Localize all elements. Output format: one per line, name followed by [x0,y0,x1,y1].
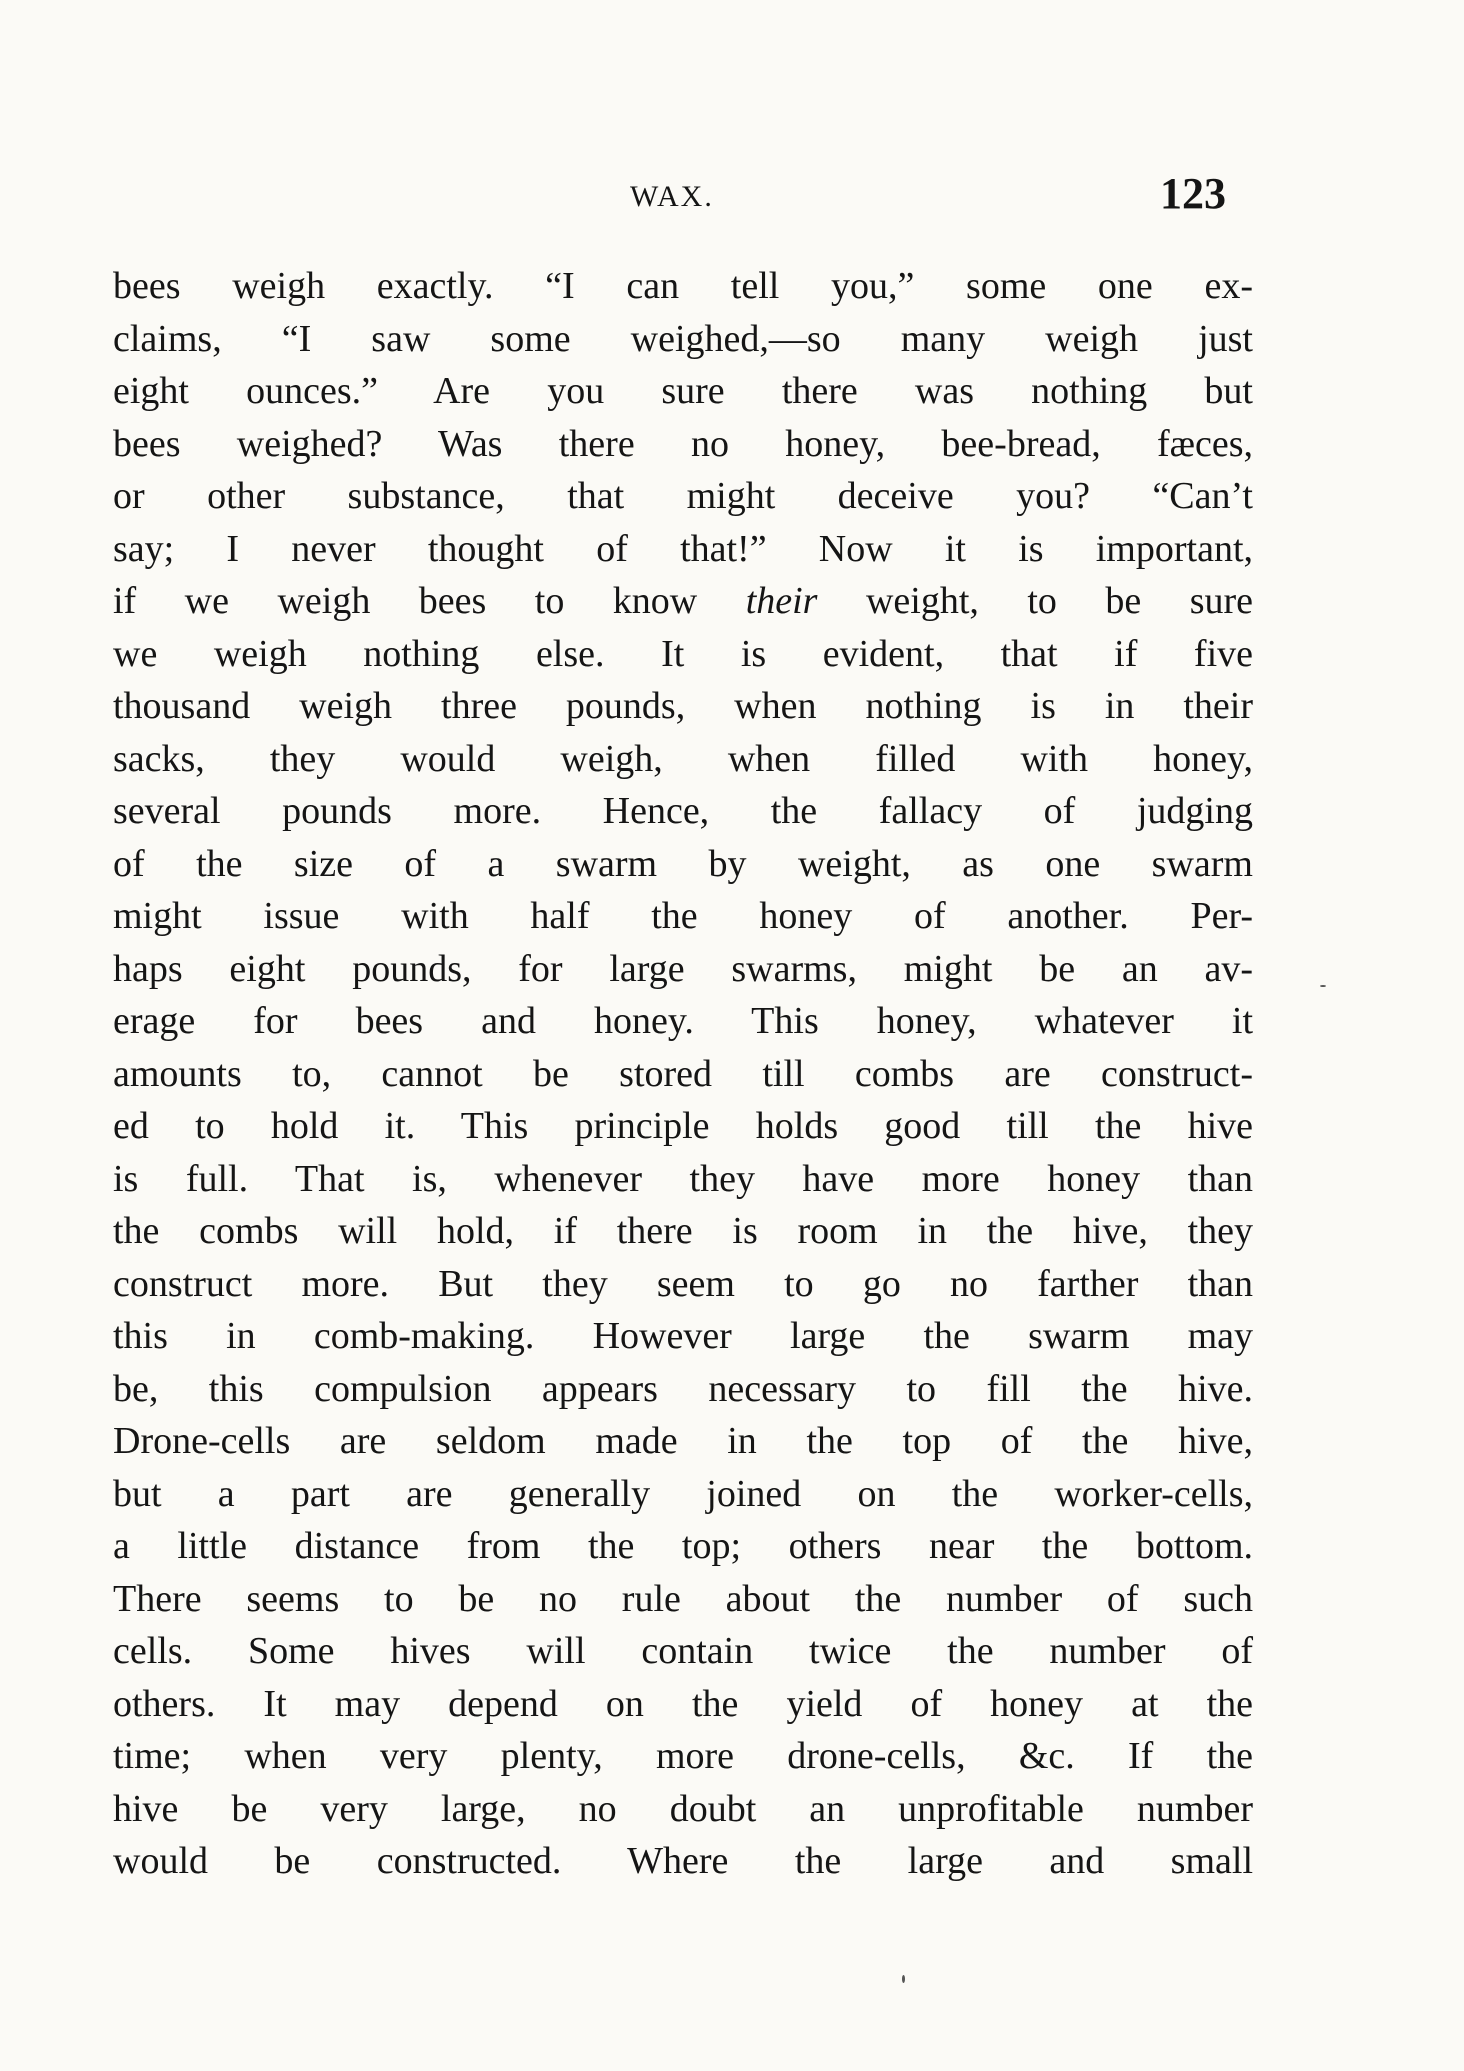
text-line: thousand weigh three pounds, when nothing is in their [113,685,1253,727]
text-line: others. It may depend on the yield of honey at the [113,1682,1253,1725]
text-line: be, this compulsion appears necessary to fill the hive. [113,1367,1253,1410]
italic-word: their [745,580,818,622]
body-text [113,260,1253,1888]
text-line: is full. That is, whenever they have more honey than [113,1157,1253,1200]
text-line: say; I never thought of that!” Now it is important, [113,527,1253,570]
text-line: Drone-cells are seldom made in the top of the hive, [113,1420,1253,1462]
text-line: but a part are generally joined on the worker-cells, [113,1472,1253,1515]
text-line: we weigh nothing else. It is evident, that if five [113,632,1253,675]
text-line: bees weigh exactly. “I can tell you,” some one ex- [113,265,1253,307]
text-line: time; when very plenty, more drone-cells, &c. If the [113,1735,1253,1777]
text-line: might issue with half the honey of another. Per- [113,895,1253,937]
page-number: 123 [1160,169,1226,218]
text-line: bees weighed? Was there no honey, bee-bread, fæces, [113,422,1253,465]
text-line: amounts to, cannot be stored till combs are construct- [113,1052,1253,1095]
text-line: would be constructed. Where the large and small [113,1840,1253,1882]
text-line-start: if we weigh bees to know [113,580,746,622]
text-line: or other substance, that might deceive you? “Can’t [113,475,1253,517]
text-line: several pounds more. Hence, the fallacy of judging [113,790,1253,832]
text-line: eight ounces.” Are you sure there was nothing but [113,370,1253,412]
text-line: a little distance from the top; others near the bottom. [113,1525,1253,1567]
text-line: sacks, they would weigh, when filled with honey, [113,737,1253,780]
text-line: cells. Some hives will contain twice the number of [113,1630,1253,1672]
text-line-end: weight, to be sure [817,580,1253,622]
text-line: this in comb-making. However large the swarm may [113,1315,1253,1357]
text-line: of the size of a swarm by weight, as one swarm [113,842,1253,885]
text-line [113,575,1253,628]
text-line: the combs will hold, if there is room in the hive, they [113,1210,1253,1252]
ink-speck [902,1975,905,1983]
text-line: haps eight pounds, for large swarms, might be an av- [113,947,1253,990]
page-header [0,168,1464,228]
text-line: claims, “I saw some weighed,—so many weigh just [113,317,1253,360]
text-line: ed to hold it. This principle holds good till the hive [113,1105,1253,1147]
text-line: erage for bees and honey. This honey, whatever it [113,1000,1253,1042]
running-head: WAX. [630,180,714,213]
text-line: hive be very large, no doubt an unprofitable number [113,1787,1253,1830]
text-line: construct more. But they seem to go no farther than [113,1262,1253,1305]
ink-speck [1320,985,1326,987]
text-line: There seems to be no rule about the number of such [113,1577,1253,1620]
